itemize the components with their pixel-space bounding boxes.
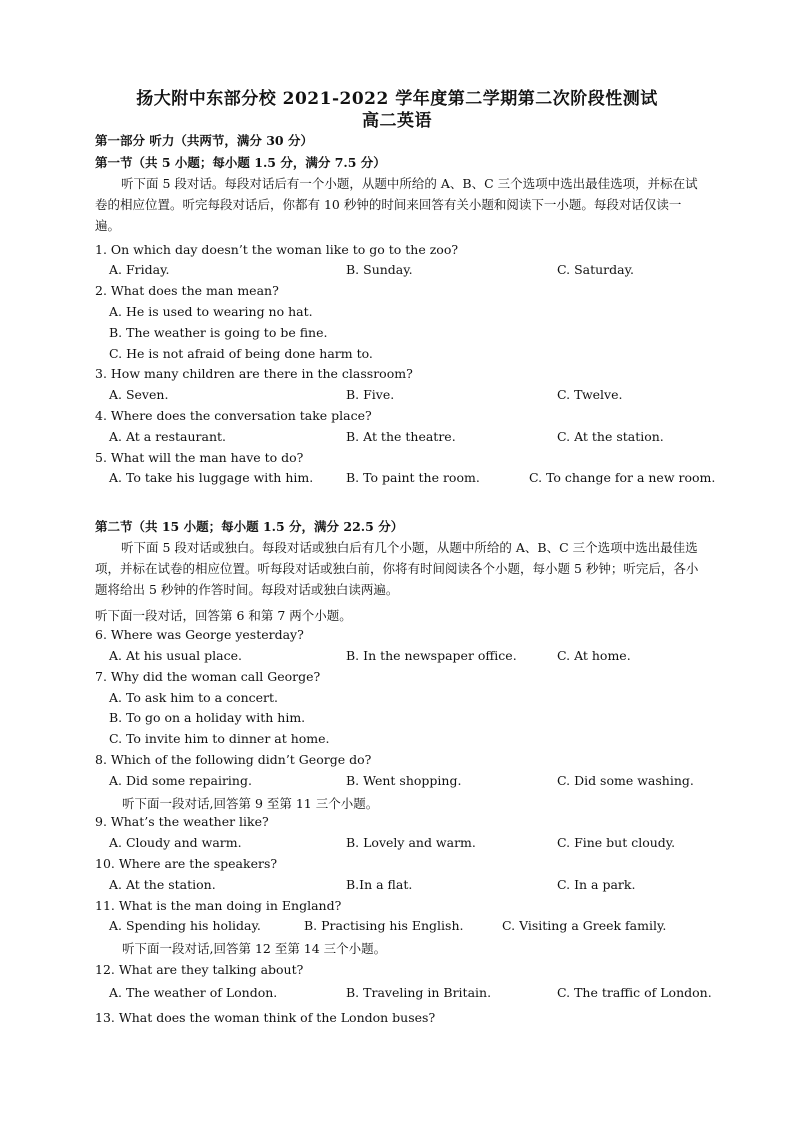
question-3-stem: 3. How many children are there in the classroom? [95,366,413,381]
question-12-option-c: C. The traffic of London. [557,985,712,1000]
question-8-option-b: B. Went shopping. [346,773,462,788]
intro-questions-6-7: 听下面一段对话，回答第 6 和第 7 两个小题。 [95,608,352,623]
question-4-option-a: A. At a restaurant. [109,429,226,444]
exam-subject: 高二英语 [362,111,432,131]
question-2-option-c: C. He is not afraid of being done harm to. [109,346,373,361]
section2-header: 第二节（共 15 小题；每小题 1.5 分，满分 22.5 分） [95,519,404,534]
intro-questions-9-11: 听下面一段对话,回答第 9 至第 11 三个小题。 [122,796,379,811]
question-4-option-b: B. At the theatre. [346,429,456,444]
exam-title: 扬大附中东部分校 2021-2022 学年度第二学期第二次阶段性测试 [136,89,658,109]
question-5-option-b: B. To paint the room. [346,470,480,485]
section2-instructions: 听下面 5 段对话或独白。每段对话或独白后有几个小题，从题中所给的 A、B、C 三个选项中选出最佳选项，并标在试卷的相应位置。听每段对话或独白前，你将有时间阅读各个小题，每小题 5 秒钟；听完后，各小题将给出 5 秒钟的作答时间。每段对话或独白读两遍。 [95,540,699,597]
question-13-stem: 13. What does the woman think of the London buses? [95,1010,436,1025]
question-12-option-b: B. Traveling in Britain. [346,985,492,1000]
question-9-stem: 9. What’s the weather like? [95,814,269,829]
question-8-stem: 8. Which of the following didn’t George do? [95,752,372,767]
part1-header: 第一部分 听力（共两节，满分 30 分） [95,133,313,148]
question-9-option-c: C. Fine but cloudy. [557,835,676,850]
question-3-option-b: B. Five. [346,387,395,402]
question-6-option-b: B. In the newspaper office. [346,648,517,663]
question-7-option-b: B. To go on a holiday with him. [109,710,306,725]
section1-instructions: 听下面 5 段对话。每段对话后有一个小题，从题中所给的 A、B、C 三个选项中选出最佳选项，并标在试卷的相应位置。听完每段对话后，你都有 10 秒钟的时间来回答有关小题和阅读下一小题。每段对话仅读一遍。 [95,176,698,233]
question-2-option-a: A. He is used to wearing no hat. [109,304,313,319]
question-10-stem: 10. Where are the speakers? [95,856,278,871]
question-2-option-b: B. The weather is going to be fine. [109,325,328,340]
question-2-stem: 2. What does the man mean? [95,283,279,298]
question-4-option-c: C. At the station. [557,429,664,444]
question-9-option-b: B. Lovely and warm. [346,835,476,850]
question-5-stem: 5. What will the man have to do? [95,450,304,465]
question-11-stem: 11. What is the man doing in England? [95,898,342,913]
question-1-option-c: C. Saturday. [557,262,634,277]
question-8-option-a: A. Did some repairing. [109,773,252,788]
question-11-option-b: B. Practising his English. [304,918,464,933]
question-10-option-c: C. In a park. [557,877,636,892]
question-6-option-a: A. At his usual place. [109,648,242,663]
question-1-option-b: B. Sunday. [346,262,413,277]
question-9-option-a: A. Cloudy and warm. [109,835,242,850]
question-11-option-a: A. Spending his holiday. [109,918,261,933]
question-11-option-c: C. Visiting a Greek family. [502,918,667,933]
question-5-option-c: C. To change for a new room. [529,470,716,485]
question-10-option-a: A. At the station. [109,877,216,892]
question-12-option-a: A. The weather of London. [109,985,278,1000]
section1-header: 第一节（共 5 小题；每小题 1.5 分，满分 7.5 分） [95,155,386,170]
intro-questions-12-14: 听下面一段对话,回答第 12 至第 14 三个小题。 [122,941,387,956]
question-3-option-a: A. Seven. [109,387,169,402]
question-8-option-c: C. Did some washing. [557,773,694,788]
question-4-stem: 4. Where does the conversation take place? [95,408,372,423]
question-7-stem: 7. Why did the woman call George? [95,669,321,684]
question-1-stem: 1. On which day doesn’t the woman like to go to the zoo? [95,242,459,257]
question-6-option-c: C. At home. [557,648,631,663]
question-7-option-c: C. To invite him to dinner at home. [109,731,330,746]
question-3-option-c: C. Twelve. [557,387,623,402]
question-5-option-a: A. To take his luggage with him. [109,470,314,485]
question-7-option-a: A. To ask him to a concert. [109,690,279,705]
question-12-stem: 12. What are they talking about? [95,962,304,977]
question-6-stem: 6. Where was George yesterday? [95,627,304,642]
question-10-option-b: B.In a flat. [346,877,413,892]
question-1-option-a: A. Friday. [109,262,170,277]
